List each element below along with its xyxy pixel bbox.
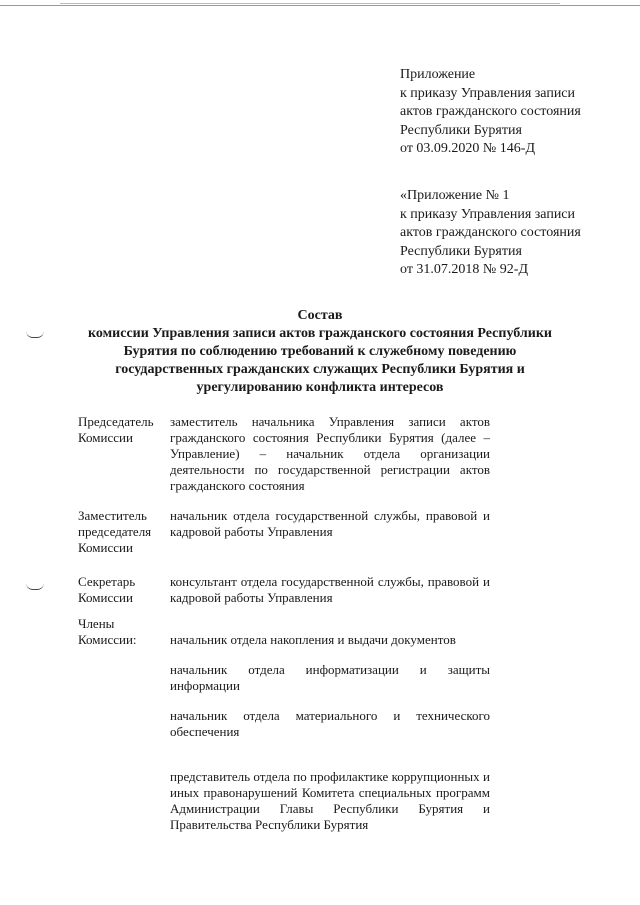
document-title [70,307,570,397]
appendix-line: Республики Бурятия [400,122,522,138]
appendix-reference-original [400,187,630,280]
commission-members [78,616,490,833]
roster-role [78,414,170,494]
commission-roster [78,414,490,606]
roster-description: заместитель начальника Управления записи актов гражданского состояния Республики Бурятия (далее – Управление) – начальник отдела организации деятельности по государственной регистрации актов гражданского состояния [170,414,490,493]
roster-row-secretary [78,574,490,606]
role-line: Комиссии [78,430,133,445]
role-line: Председатель [78,414,154,429]
appendix-line: «Приложение № 1 [400,188,510,203]
members-row [78,616,490,833]
appendix-line: актов гражданского состояния [400,225,581,240]
role-line: Комиссии [78,590,133,605]
title-line: урегулированию конфликта интересов [196,380,444,395]
margin-pen-mark [26,583,44,590]
appendix-line: актов гражданского состояния [400,104,581,119]
member-item: начальник отдела материального и технического обеспечения [170,708,490,739]
title-heading: Состав [297,308,343,323]
role-line: Комиссии [78,540,133,555]
members-role [78,616,170,833]
appendix-line: Приложение [400,67,476,82]
margin-pen-mark [26,331,44,338]
scan-top-edge [0,5,640,6]
appendix-line: от 03.09.2020 № 146-Д [400,141,536,156]
appendix-reference-current [400,66,630,159]
roster-row-deputy [78,508,490,556]
member-item: начальник отдела накопления и выдачи документов [170,632,456,647]
members-list [170,616,490,833]
roster-role [78,508,170,556]
roster-row-chair [78,414,490,494]
role-line: председателя [78,524,152,539]
title-line: комиссии Управления записи актов гражданского состояния Республики [88,326,552,341]
roster-role [78,574,170,606]
appendix-line: Республики Бурятия [400,243,522,259]
appendix-line: к приказу Управления записи [400,206,576,222]
role-line: Заместитель [78,508,147,523]
member-item: начальник отдела информатизации и защиты информации [170,662,490,693]
scan-top-edge-inner [60,3,560,4]
role-line: Комиссии: [78,632,137,647]
roster-description: начальник отдела государственной службы, правовой и кадровой работы Управления [170,508,490,539]
role-line: Члены [78,616,115,631]
appendix-line: от 31.07.2018 № 92-Д [400,262,529,277]
appendix-line: к приказу Управления записи [400,85,576,101]
title-line: государственных гражданских служащих Республики Бурятия и [115,362,525,377]
roster-description: консультант отдела государственной службы, правовой и кадровой работы Управления [170,574,490,605]
role-line: Секретарь [78,574,136,589]
member-item: представитель отдела по профилактике коррупционных и иных правонарушений Комитета специальных программ Администрации Главы Республики Бурятия и Правительства Республики Бурятия [170,769,490,832]
title-line: Бурятия по соблюдению требований к служебному поведению [123,344,517,359]
